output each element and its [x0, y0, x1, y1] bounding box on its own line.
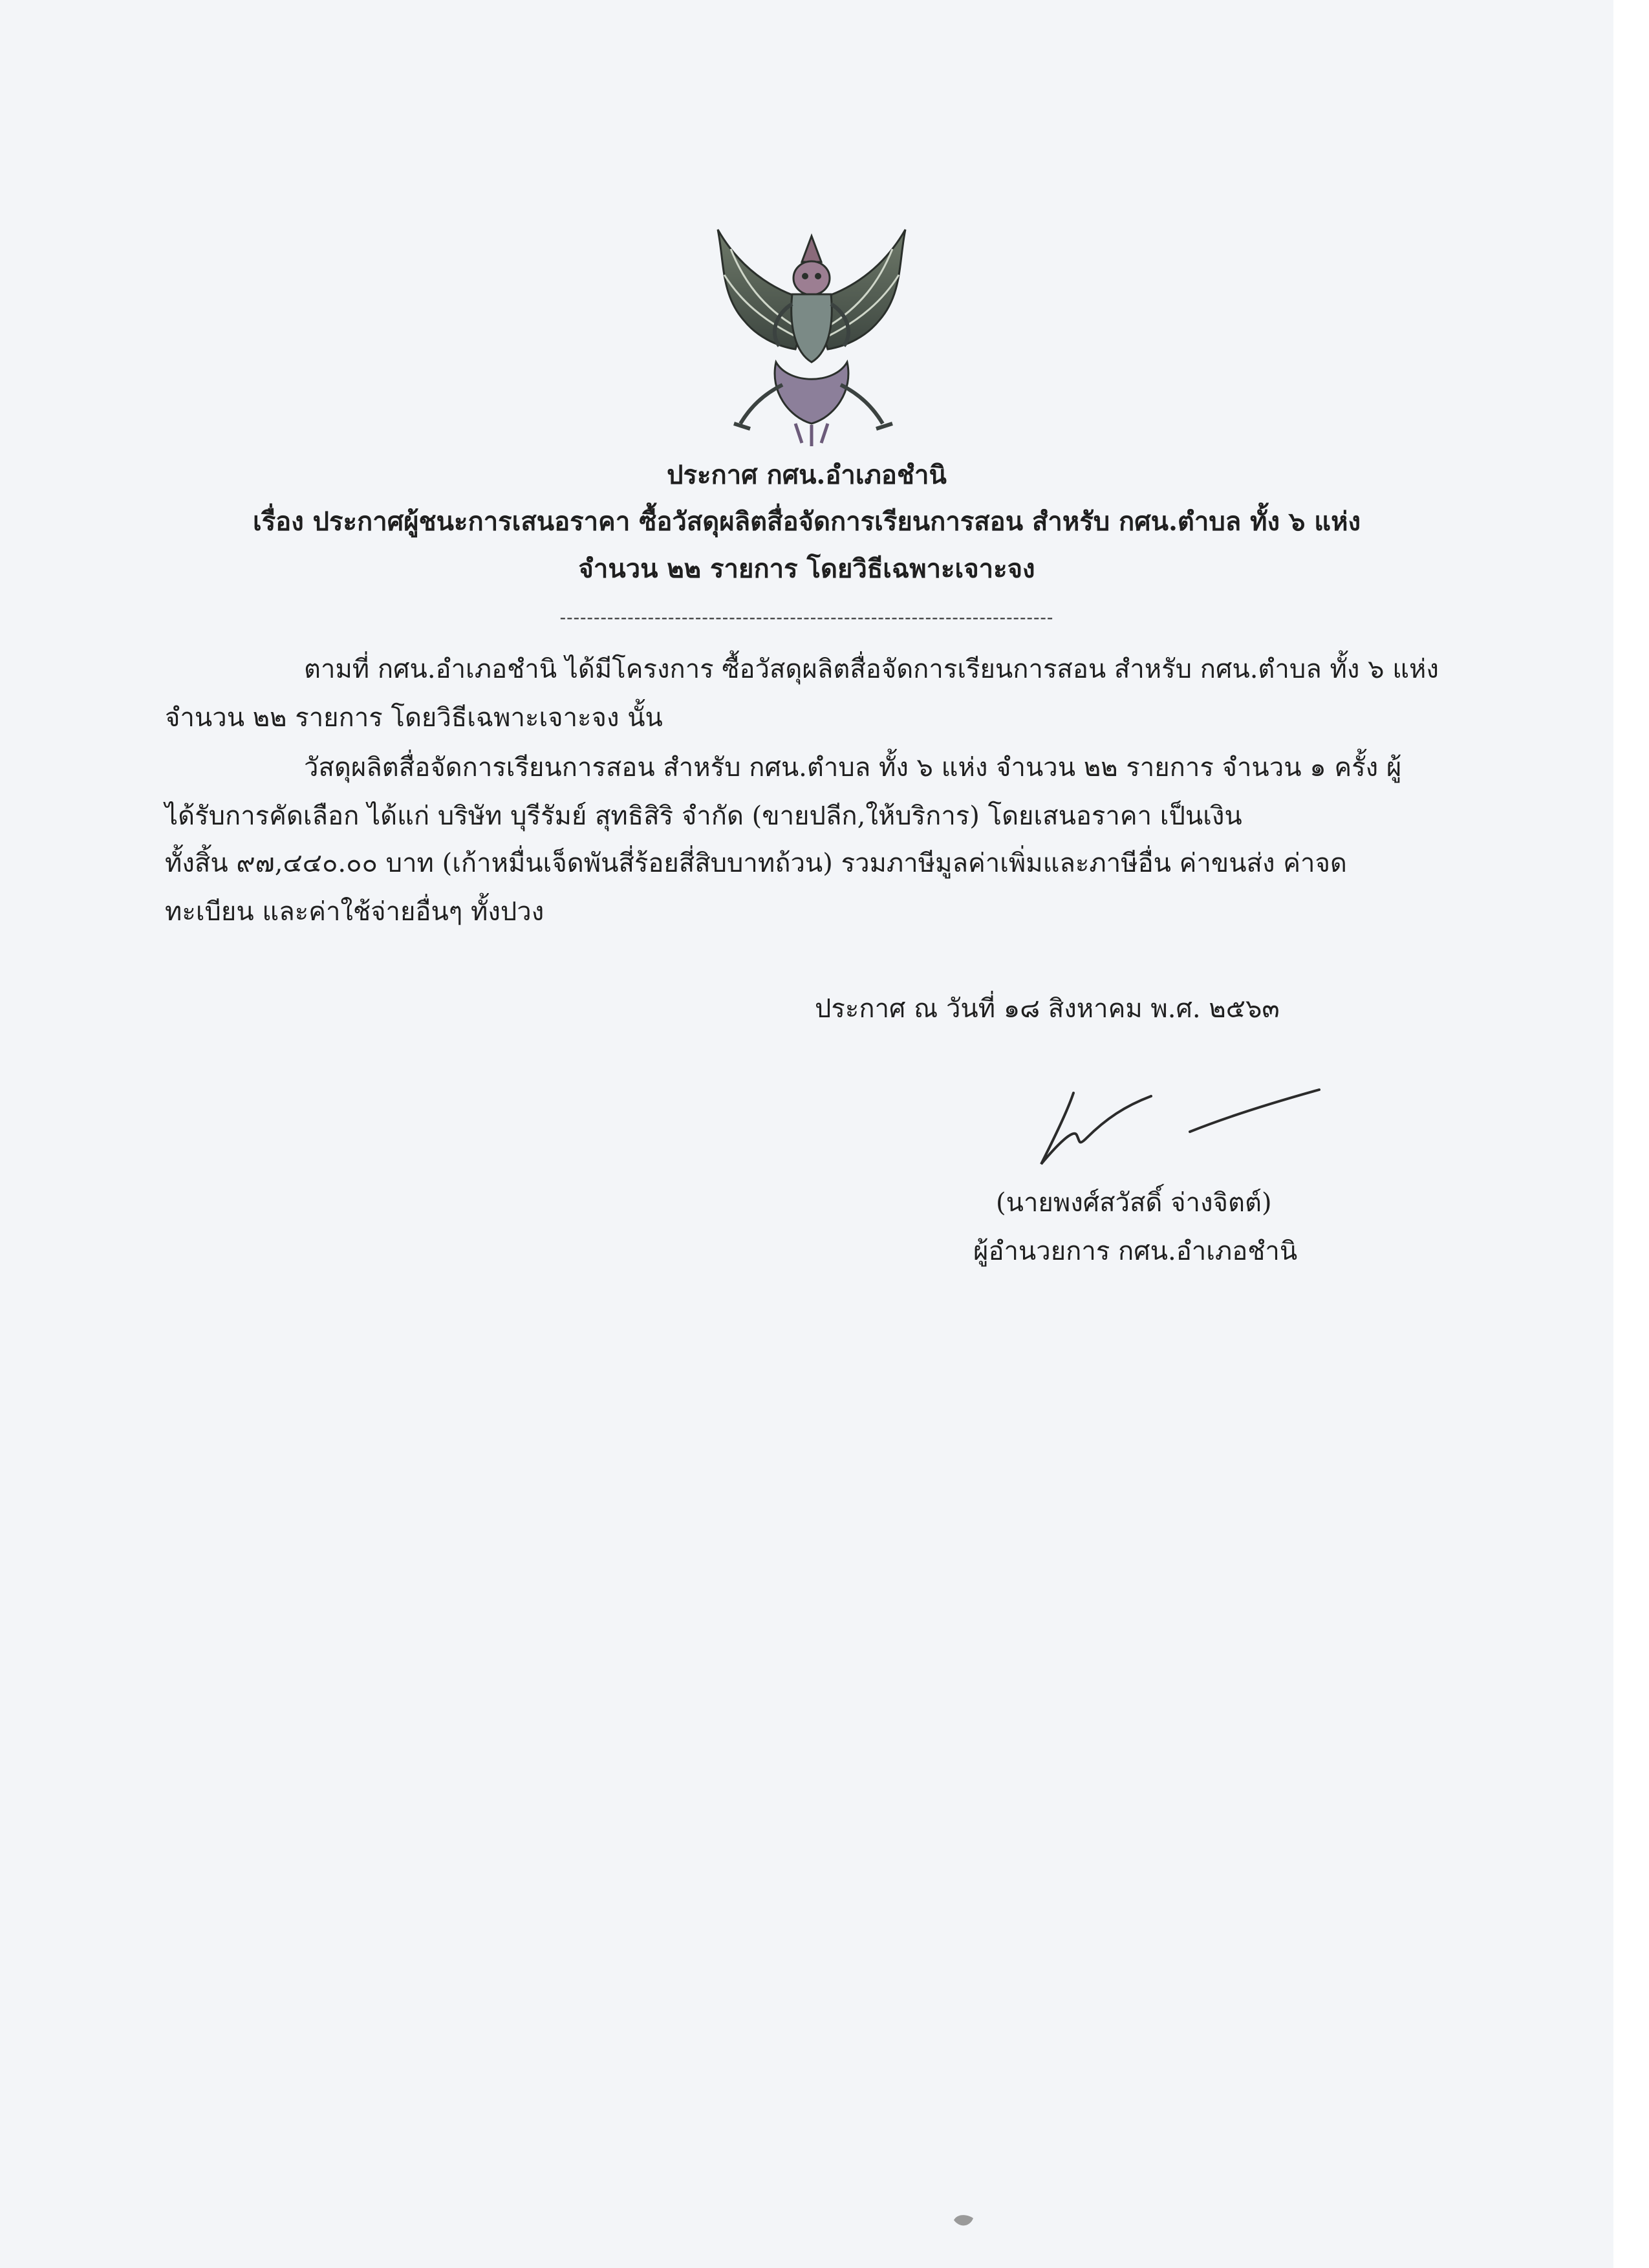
- handwritten-signature: [1028, 1074, 1339, 1177]
- paragraph-2-line-3: ทั้งสิ้น ๙๗,๔๔๐.๐๐ บาท (เก้าหมื่นเจ็ดพันสี่ร้อยสี่สิบบาทถ้วน) รวมภาษีมูลค่าเพิ่มและภาษีอื่น ค่าขนส่ง ค่าจด: [165, 848, 1347, 878]
- subject-line-2: จำนวน ๒๒ รายการ โดยวิธีเฉพาะเจาะจง: [578, 554, 1035, 584]
- signer-title: ผู้อำนวยการ กศน.อำเภอชำนิ: [973, 1237, 1298, 1266]
- scan-speck: [951, 2210, 976, 2230]
- paragraph-2-line-2: ได้รับการคัดเลือก ได้แก่ บริษัท บุรีรัมย์ สุทธิสิริ จำกัด (ขายปลีก,ให้บริการ) โดยเสนอราคา เป็นเงิน: [165, 801, 1242, 831]
- divider: -------------------------------------------------------------------------: [559, 607, 1054, 628]
- announcement-title: ประกาศ กศน.อำเภอชำนิ: [667, 460, 947, 490]
- paragraph-1-line-2: จำนวน ๒๒ รายการ โดยวิธีเฉพาะเจาะจง นั้น: [165, 703, 663, 733]
- announcement-date: ประกาศ ณ วันที่ ๑๘ สิงหาคม พ.ศ. ๒๕๖๓: [815, 994, 1280, 1024]
- subject-line-1: เรื่อง ประกาศผู้ชนะการเสนอราคา ซื้อวัสดุผลิตสื่อจัดการเรียนการสอน สำหรับ กศน.ตำบล ทั้ง ๖ แห่ง: [253, 506, 1361, 537]
- garuda-emblem-icon: [705, 223, 918, 449]
- paragraph-2-line-1: วัสดุผลิตสื่อจัดการเรียนการสอน สำหรับ กศน.ตำบล ทั้ง ๖ แห่ง จำนวน ๒๒ รายการ จำนวน ๑ ครั้ง ผู้: [304, 753, 1402, 783]
- signer-name: (นายพงศ์สวัสดิ์ จ่างจิตต์): [996, 1188, 1272, 1218]
- paragraph-2-line-4: ทะเบียน และค่าใช้จ่ายอื่นๆ ทั้งปวง: [165, 897, 544, 927]
- scan-edge: [1613, 0, 1649, 2268]
- paragraph-1-line-1: ตามที่ กศน.อำเภอชำนิ ได้มีโครงการ ซื้อวัสดุผลิตสื่อจัดการเรียนการสอน สำหรับ กศน.ตำบล ทั้ง ๖ แห่ง: [304, 654, 1439, 684]
